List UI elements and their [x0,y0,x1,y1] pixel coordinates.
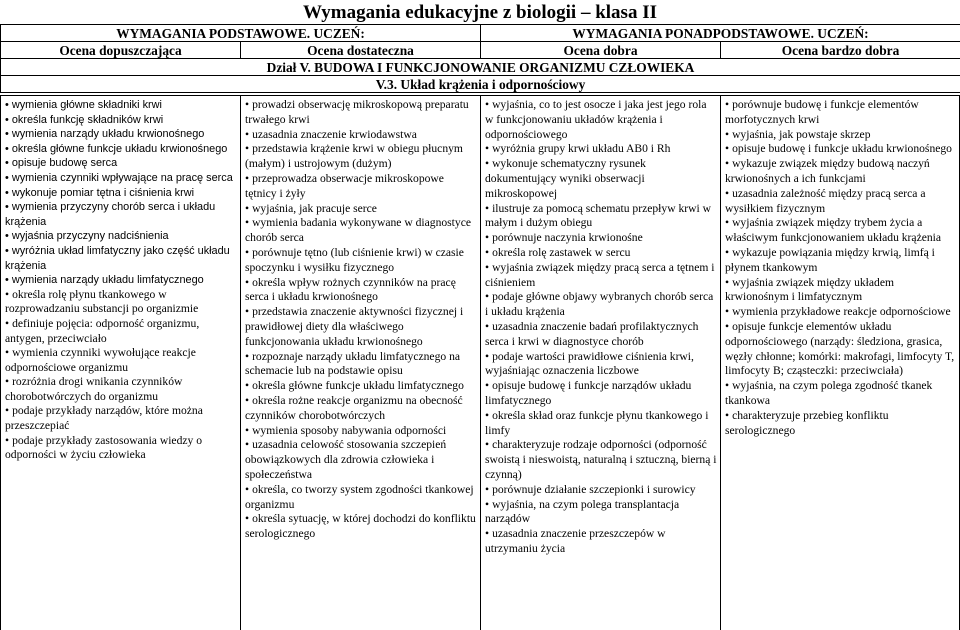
requirement-item [245,276,477,306]
bullet-icon: • [245,305,249,318]
bullet-icon: • [5,434,9,447]
subsection-header: V.3. Układ krążenia i odpornościowy [1,76,960,93]
requirement-item [5,200,237,229]
requirement-text: wyjaśnia, co to jest osocze i jaka jest jego rola w funkcjonowaniu układów krążenia i odpornościowego [485,98,706,141]
bullet-icon: • [245,172,249,185]
bullet-icon: • [725,142,729,155]
bullet-icon: • [245,438,249,451]
bullet-icon: • [485,379,489,392]
bullet-icon: • [5,157,9,169]
bullet-icon: • [485,157,489,170]
grade-3-header: Ocena dobra [481,42,721,59]
bullet-icon: • [725,379,729,392]
bullet-icon: • [5,346,9,359]
requirement-item [245,142,477,172]
requirement-text: określa sytuację, w której dochodzi do konfliktu serologicznego [245,512,476,540]
bullet-icon: • [485,527,489,540]
requirement-text: wymienia przyczyny chorób serca i układu krążenia [5,201,215,228]
requirement-text: wyjaśnia, na czym polega transplantacja narządów [485,498,679,526]
requirement-text: wyróżnia grupy krwi układu AB0 i Rh [492,142,670,155]
requirement-item [5,317,237,346]
requirement-text: wymienia narządy układu limfatycznego [12,274,204,286]
bullet-icon: • [485,409,489,422]
bullet-icon: • [245,98,249,111]
requirement-item [485,261,717,291]
requirement-text: opisuje funkcje elementów układu odpornościowego (narządy: śledziona, grasica, węzły chłonne; komórki: makrofagi, limfocyty T, limfocyty B; cząsteczki: przeciwciała) [725,320,954,377]
requirement-text: określa główne funkcje układu limfatycznego [252,379,464,392]
requirement-text: rozpoznaje narządy układu limfatycznego na schemacie lub na podstawie opisu [245,350,460,378]
requirement-text: wykonuje pomiar tętna i ciśnienia krwi [12,187,194,199]
bullet-icon: • [485,142,489,155]
bullet-icon: • [725,98,729,111]
requirement-item [5,229,237,244]
section-header: Dział V. BUDOWA I FUNKCJONOWANIE ORGANIZMU CZŁOWIEKA [1,59,960,76]
requirement-item [725,142,956,157]
bullet-icon: • [725,216,729,229]
requirement-text: wyjaśnia, jak pracuje serce [252,202,377,215]
requirement-item [245,305,477,349]
requirement-item [245,172,477,202]
requirement-item [5,244,237,273]
requirement-text: określa rolę płynu tkankowego w rozprowadzaniu substancji po organizmie [5,288,198,316]
bullet-icon: • [485,98,489,111]
bullet-icon: • [485,483,489,496]
bullet-icon: • [5,317,9,330]
requirement-text: wymienia czynniki wpływające na pracę serca [12,172,233,184]
requirement-text: podaje przykłady zastosowania wiedzy o odporności w życiu człowieka [5,434,202,462]
requirement-text: określa wpływ rożnych czynników na pracę serca i układu krwionośnego [245,276,456,304]
requirement-item [5,346,237,375]
bullet-icon: • [245,394,249,407]
requirement-text: wymienia czynniki wywołujące reakcje odpornościowe organizmu [5,346,196,374]
column-dobra [481,96,721,630]
requirement-item [245,202,477,217]
bullet-icon: • [245,512,249,525]
requirement-item [485,409,717,439]
bullet-icon: • [725,157,729,170]
bullet-icon: • [725,276,729,289]
bullet-icon: • [725,409,729,422]
requirement-text: opisuje budowę serca [12,157,117,169]
requirement-item [485,320,717,350]
requirement-item [5,127,237,142]
requirement-item [245,246,477,276]
bullet-icon: • [5,404,9,417]
bullet-icon: • [485,202,489,215]
requirement-item [485,438,717,482]
column-bardzo-dobra [721,96,960,630]
requirement-item [5,186,237,201]
requirement-text: wymienia sposoby nabywania odporności [252,424,446,437]
requirement-text: przeprowadza obserwacje mikroskopowe tętnicy i żyły [245,172,444,200]
requirement-text: charakteryzuje przebieg konfliktu serologicznego [725,409,889,437]
requirement-text: wykonuje schematyczny rysunek dokumentujący wyniki obserwacji mikroskopowej [485,157,646,200]
bullet-icon: • [5,187,9,199]
bullet-icon: • [485,438,489,451]
requirement-item [5,142,237,157]
bullet-icon: • [5,114,9,126]
bullet-icon: • [5,201,9,213]
bullet-icon: • [245,202,249,215]
requirement-text: opisuje budowę i funkcje narządów układu limfatycznego [485,379,691,407]
requirement-item [725,216,956,246]
requirements-list [5,98,237,463]
requirement-item [725,187,956,217]
requirement-text: wyjaśnia, na czym polega zgodność tkanek tkankowa [725,379,932,407]
requirement-text: wyróżnia układ limfatyczny jako część układu krążenia [5,245,230,272]
grade-2-header: Ocena dostateczna [241,42,481,59]
bullet-icon: • [485,498,489,511]
requirement-item [725,246,956,276]
requirement-text: porównuje tętno (lub ciśnienie krwi) w czasie spoczynku i wysiłku fizycznego [245,246,464,274]
requirement-item [245,128,477,143]
requirement-item [5,98,237,113]
requirement-text: porównuje budowę i funkcje elementów morfotycznych krwi [725,98,919,126]
section-row [1,59,960,76]
requirement-item [725,128,956,143]
grades-row [1,42,960,59]
requirement-item [725,98,956,128]
requirement-item [5,113,237,128]
bullet-icon: • [485,320,489,333]
requirement-item [485,142,717,157]
bullet-icon: • [725,320,729,333]
requirement-text: określa, co tworzy system zgodności tkankowej organizmu [245,483,474,511]
bullet-icon: • [5,288,9,301]
requirement-text: przedstawia krążenie krwi w obiegu płucnym (małym) i ustrojowym (dużym) [245,142,463,170]
req-basic-header: WYMAGANIA PODSTAWOWE. UCZEŃ: [1,25,481,42]
requirement-text: uzasadnia znaczenie przeszczepów w utrzymaniu życia [485,527,666,555]
requirement-item [5,288,237,317]
requirement-item [725,276,956,306]
subsection-row [1,76,960,93]
requirement-text: określa rolę zastawek w sercu [492,246,630,259]
header-table [0,24,960,93]
grade-4-header: Ocena bardzo dobra [721,42,960,59]
bullet-icon: • [485,261,489,274]
bullet-icon: • [5,143,9,155]
requirement-text: wyjaśnia, jak powstaje skrzep [732,128,870,141]
requirement-item [5,404,237,433]
requirement-text: określa funkcję składników krwi [12,114,163,126]
requirement-text: wyjaśnia związek między trybem życia a właściwym funkcjonowaniem układu krążenia [725,216,941,244]
requirement-item [245,424,477,439]
requirement-text: wykazuje powiązania między krwią, limfą i płynem tkankowym [725,246,935,274]
requirements-list [485,98,717,557]
requirement-item [485,527,717,557]
requirement-text: podaje wartości prawidłowe ciśnienia krwi, wyjaśniając oznaczenia liczbowe [485,350,694,378]
requirement-text: definiuje pojęcia: odporność organizmu, antygen, przeciwciało [5,317,199,345]
requirement-text: wymienia badania wykonywane w diagnostyce chorób serca [245,216,471,244]
requirement-item [245,216,477,246]
bullet-icon: • [245,350,249,363]
requirement-item [725,409,956,439]
requirements-list [725,98,956,438]
requirement-text: wymienia główne składniki krwi [12,99,162,111]
bullet-icon: • [5,172,9,184]
requirement-text: prowadzi obserwację mikroskopową preparatu trwałego krwi [245,98,469,126]
requirement-item [485,157,717,201]
requirement-text: określa główne funkcje układu krwionośnego [12,143,228,155]
requirement-item [725,320,956,379]
requirement-text: podaje przykłady narządów, które można przeszczepiać [5,404,203,432]
bullet-icon: • [5,99,9,111]
requirement-text: ilustruje za pomocą schematu przepływ krwi w małym i dużym obiegu [485,202,711,230]
bullet-icon: • [5,245,9,257]
requirement-text: opisuje budowę i funkcje układu krwionośnego [732,142,952,155]
requirement-text: określa rożne reakcje organizmu na obecność czynników chorobotwórczych [245,394,463,422]
requirement-text: uzasadnia zależność między pracą serca a wysiłkiem fizycznym [725,187,926,215]
requirement-text: przedstawia znaczenie aktywności fizycznej i prawidłowej diety dla właściwego funkcjonowania układu krwionośnego [245,305,463,348]
requirement-item [245,483,477,513]
requirement-item [485,246,717,261]
requirement-text: porównuje działanie szczepionki i surowicy [492,483,695,496]
requirement-text: wymienia przykładowe reakcje odpornościowe [732,305,951,318]
column-dostateczna [241,96,481,630]
bullet-icon: • [485,350,489,363]
requirement-item [485,379,717,409]
page-title: Wymagania edukacyjne z biologii – klasa II [0,2,960,24]
requirement-item [485,231,717,246]
requirement-item [725,379,956,409]
requirement-text: podaje główne objawy wybranych chorób serca i układu krążenia [485,290,713,318]
requirement-item [725,305,956,320]
requirement-item [245,379,477,394]
requirement-item [245,438,477,482]
requirement-item [5,434,237,463]
bullet-icon: • [485,246,489,259]
requirement-text: rozróżnia drogi wnikania czynników chorobotwórczych do organizmu [5,375,182,403]
requirement-text: uzasadnia znaczenie badań profilaktycznych serca i krwi w diagnostyce chorób [485,320,698,348]
bullet-icon: • [5,128,9,140]
bullet-icon: • [245,276,249,289]
grade-1-header: Ocena dopuszczająca [1,42,241,59]
requirement-item [485,498,717,528]
requirement-text: charakteryzuje rodzaje odporności (odporność swoistą i nieswoistą, naturalną i sztuczną, bierną i czynną) [485,438,717,481]
bullet-icon: • [245,216,249,229]
requirement-item [485,202,717,232]
bullet-icon: • [485,290,489,303]
requirement-item [245,98,477,128]
requirements-columns [0,95,960,630]
requirement-text: uzasadnia celowość stosowania szczepień obowiązkowych dla zdrowia człowieka i społeczeństwa [245,438,446,481]
requirement-item [245,394,477,424]
requirement-item [5,375,237,404]
bullet-icon: • [5,230,9,242]
requirement-item [5,156,237,171]
requirement-item [485,483,717,498]
requirement-text: określa skład oraz funkcje płynu tkankowego i limfy [485,409,708,437]
requirement-item [245,512,477,542]
requirement-item [485,290,717,320]
bullet-icon: • [725,128,729,141]
requirement-item [5,273,237,288]
requirement-text: wymienia narządy układu krwionośnego [12,128,205,140]
requirement-text: wyjaśnia związek między układem krwionośnym i limfatycznym [725,276,894,304]
requirement-text: wyjaśnia związek między pracą serca a tętnem i ciśnieniem [485,261,714,289]
requirement-item [245,350,477,380]
bullet-icon: • [5,274,9,286]
bullet-icon: • [725,187,729,200]
bullet-icon: • [245,128,249,141]
bullet-icon: • [725,246,729,259]
requirement-item [485,98,717,142]
requirements-row [1,25,960,42]
bullet-icon: • [245,424,249,437]
bullet-icon: • [245,142,249,155]
bullet-icon: • [245,246,249,259]
requirement-item [5,171,237,186]
bullet-icon: • [5,375,9,388]
requirement-text: porównuje naczynia krwionośne [492,231,643,244]
requirement-item [725,157,956,187]
req-extended-header: WYMAGANIA PONADPODSTAWOWE. UCZEŃ: [481,25,960,42]
bullet-icon: • [485,231,489,244]
bullet-icon: • [245,379,249,392]
requirement-text: uzasadnia znaczenie krwiodawstwa [252,128,417,141]
requirements-list [245,98,477,542]
bullet-icon: • [725,305,729,318]
requirement-item [485,350,717,380]
requirement-text: wyjaśnia przyczyny nadciśnienia [12,230,169,242]
requirement-text: wykazuje związek między budową naczyń krwionośnych a ich funkcjami [725,157,930,185]
column-dopuszczajaca [0,96,241,630]
bullet-icon: • [245,483,249,496]
